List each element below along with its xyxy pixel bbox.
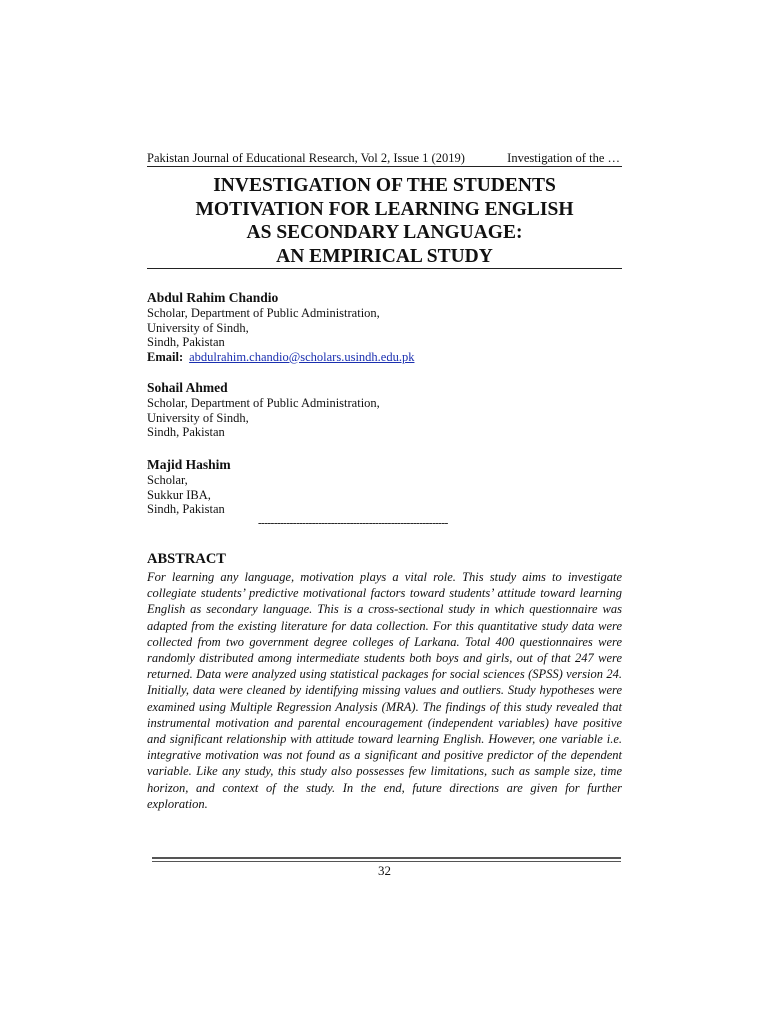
- title-line: AN EMPIRICAL STUDY: [276, 245, 493, 267]
- author-affiliation-line: University of Sindh,: [147, 410, 249, 425]
- running-header: [147, 150, 622, 167]
- author-block-2: [147, 379, 622, 440]
- author-affiliation-line: Scholar,: [147, 473, 188, 487]
- author-name: Sohail Ahmed: [147, 380, 228, 395]
- author-block-3: [147, 456, 622, 517]
- author-affiliation-line: Sukkur IBA,: [147, 487, 211, 502]
- abstract-text: For learning any language, motivation plays a vital role. This study aims to investigate collegiate students’ predictive motivational factors toward students’ attitude toward learning English as secondary language. This is a cross-sectional study in which questionnaire was adapted from the existing literature for data collection. For this quantitative study data were collected from two government degree colleges of Larkana. Total 400 questionnaires were randomly distributed among intermediate students both boys and girls, out of that 247 were returned. Data were analyzed using statistical packages for social sciences (SPSS) version 24. Initially, data were cleaned by identifying missing values and outliers. Study hypotheses were examined using Multiple Regression Analysis (MRA). The findings of this study revealed that instrumental motivation and parental encouragement (independent variables) have positive and significant relationship with attitude toward learning English. However, one variable i.e. integrative motivation was not found as a significant and positive predictor of the dependent variable. Like any study, this study also possesses few limitations, such as sample size, time horizon, and context of the study. In the end, future directions are given for further exploration.: [147, 570, 622, 811]
- footer-rule: [152, 857, 621, 859]
- page-number: 32: [378, 863, 391, 878]
- author-affiliation-line: Sindh, Pakistan: [147, 502, 225, 516]
- paper-title: [147, 174, 622, 268]
- author-affiliation-line: Scholar, Department of Public Administration,: [147, 306, 380, 320]
- section-separator: ------------------------------------------------------------: [258, 517, 448, 529]
- author-email-row: [147, 350, 622, 365]
- author-affiliation-line: Sindh, Pakistan: [147, 425, 225, 439]
- running-title: Investigation of the …: [507, 151, 620, 165]
- author-affiliation-line: University of Sindh,: [147, 320, 249, 335]
- author-affiliation-line: Sindh, Pakistan: [147, 335, 225, 349]
- footer-rule: [152, 861, 621, 862]
- author-affiliation-line: Scholar, Department of Public Administration,: [147, 396, 380, 410]
- email-link[interactable]: abdulrahim.chandio@scholars.usindh.edu.pk: [189, 349, 415, 364]
- title-line: MOTIVATION FOR LEARNING ENGLISH: [195, 198, 574, 220]
- author-name: Majid Hashim: [147, 457, 231, 472]
- author-block-1: [147, 289, 622, 364]
- title-line: INVESTIGATION OF THE STUDENTS: [213, 175, 556, 196]
- abstract-heading: ABSTRACT: [147, 551, 226, 567]
- title-line: AS SECONDARY LANGUAGE:: [246, 222, 523, 243]
- email-label: Email:: [147, 349, 184, 364]
- title-divider: [147, 268, 622, 269]
- author-name: Abdul Rahim Chandio: [147, 290, 279, 305]
- journal-citation: Pakistan Journal of Educational Research, Vol 2, Issue 1 (2019): [147, 151, 465, 165]
